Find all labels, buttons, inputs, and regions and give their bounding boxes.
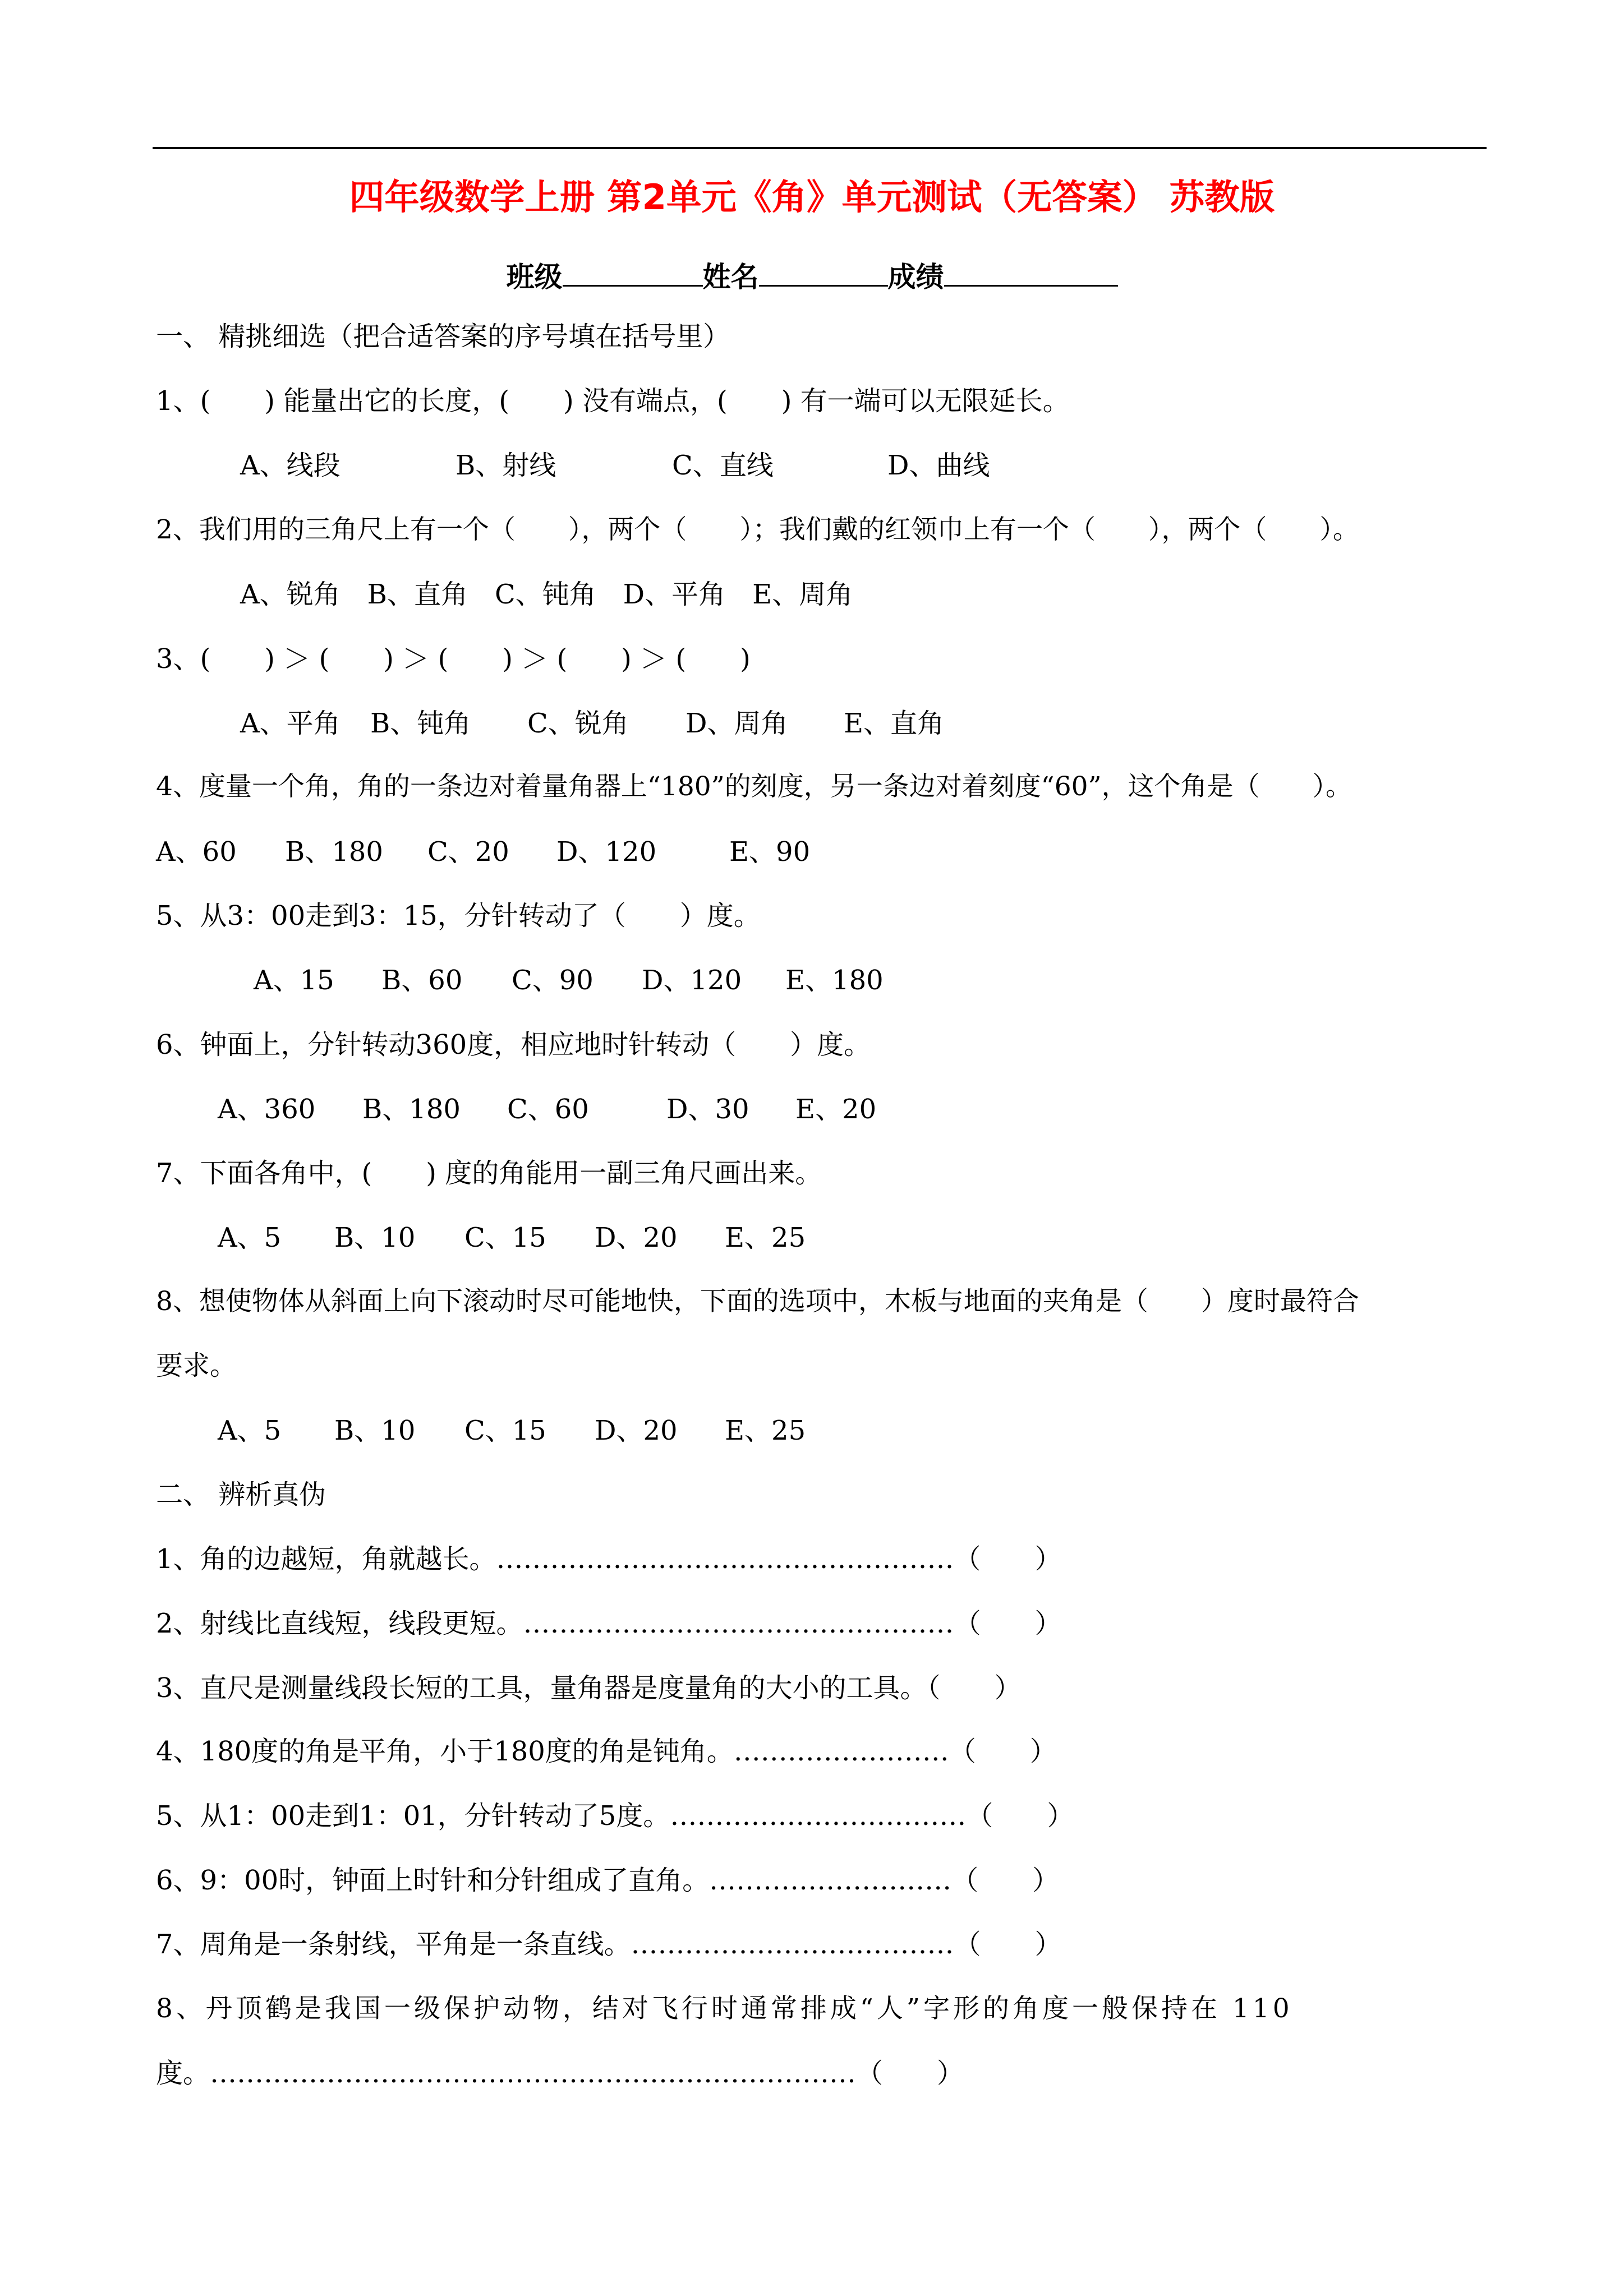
class-label: 班级 bbox=[506, 261, 563, 293]
q6-option-c: C、60 bbox=[507, 1094, 589, 1125]
q1-option-c: C、直线 bbox=[672, 450, 774, 481]
q4-option-c: C、20 bbox=[427, 836, 509, 868]
question-8-line2: 要求。 bbox=[156, 1350, 237, 1381]
q5-option-b: B、60 bbox=[381, 965, 463, 996]
q4-option-a: A、60 bbox=[156, 836, 237, 868]
judge-item-5: 5、从1：00走到1：01，分针转动了5度。……………………………（ ） bbox=[156, 1800, 1074, 1832]
q6-option-e: E、20 bbox=[795, 1094, 877, 1125]
question-3: 3、( ) ＞ ( ) ＞ ( ) ＞ ( ) ＞ ( ) bbox=[156, 643, 751, 675]
q1-option-b: B、射线 bbox=[456, 450, 556, 481]
q5-option-a: A、15 bbox=[254, 965, 334, 996]
q1-option-a: A、线段 bbox=[240, 450, 341, 481]
q5-option-d: D、120 bbox=[642, 965, 742, 996]
q8-option-d: D、20 bbox=[595, 1415, 678, 1446]
top-rule bbox=[153, 147, 1487, 149]
q4-option-b: B、180 bbox=[285, 836, 383, 868]
q3-option-e: E、直角 bbox=[844, 708, 945, 739]
q7-option-b: B、10 bbox=[334, 1222, 416, 1253]
judge-item-2: 2、射线比直线短，线段更短。…………………………………………（ ） bbox=[156, 1608, 1062, 1639]
judge-item-4: 4、180度的角是平角，小于180度的角是钝角。……………………（ ） bbox=[156, 1736, 1057, 1767]
section2-heading: 二、 辨析真伪 bbox=[156, 1479, 326, 1510]
q5-option-c: C、90 bbox=[512, 965, 594, 996]
q7-option-c: C、15 bbox=[464, 1222, 546, 1253]
q6-option-d: D、30 bbox=[666, 1094, 749, 1125]
judge-item-6: 6、9：00时，钟面上时针和分针组成了直角。………………………（ ） bbox=[156, 1865, 1060, 1896]
name-label: 姓名 bbox=[702, 261, 759, 293]
q8-option-c: C、15 bbox=[464, 1415, 546, 1446]
q6-option-a: A、360 bbox=[218, 1094, 316, 1125]
judge-item-8-line1: 8、丹顶鹤是我国一级保护动物，结对飞行时通常排成“人”字形的角度一般保持在 110 bbox=[156, 1993, 1293, 2024]
q7-option-e: E、25 bbox=[725, 1222, 806, 1253]
question-7: 7、下面各角中，( ) 度的角能用一副三角尺画出来。 bbox=[156, 1158, 822, 1189]
section1-heading: 一、 精挑细选（把合适答案的序号填在括号里） bbox=[156, 321, 730, 352]
student-info-line bbox=[0, 252, 1624, 299]
question-2: 2、我们用的三角尺上有一个（ ），两个（ ）；我们戴的红领巾上有一个（ ），两个（ ）。 bbox=[156, 514, 1359, 545]
q8-option-e: E、25 bbox=[725, 1415, 806, 1446]
question-8-line1: 8、想使物体从斜面上向下滚动时尽可能地快，下面的选项中，木板与地面的夹角是（ ）度时最符合 bbox=[156, 1286, 1359, 1317]
judge-item-3: 3、直尺是测量线段长短的工具，量角器是度量角的大小的工具。（ ） bbox=[156, 1672, 1022, 1704]
class-blank bbox=[563, 252, 703, 287]
q2-options: A、锐角 B、直角 C、钝角 D、平角 E、周角 bbox=[240, 579, 853, 610]
q8-option-b: B、10 bbox=[334, 1415, 416, 1446]
q6-option-b: B、180 bbox=[362, 1094, 461, 1125]
q1-option-d: D、曲线 bbox=[887, 450, 990, 481]
q8-option-a: A、5 bbox=[218, 1415, 282, 1446]
judge-item-1: 1、角的边越短，角就越长。……………………………………………（ ） bbox=[156, 1543, 1062, 1575]
q3-option-d: D、周角 bbox=[686, 708, 788, 739]
q4-option-d: D、120 bbox=[556, 836, 657, 868]
q3-option-a: A、平角 bbox=[240, 708, 341, 739]
question-4: 4、度量一个角，角的一条边对着量角器上“180”的刻度，另一条边对着刻度“60”，这个角是（ ）。 bbox=[156, 771, 1352, 802]
q3-option-b: B、钝角 bbox=[370, 708, 471, 739]
score-blank bbox=[944, 252, 1118, 287]
page-title: 四年级数学上册 第2单元《角》单元测试（无答案） 苏教版 bbox=[349, 177, 1275, 218]
q5-option-e: E、180 bbox=[785, 965, 884, 996]
q3-option-c: C、锐角 bbox=[527, 708, 629, 739]
question-6: 6、钟面上，分针转动360度，相应地时针转动（ ）度。 bbox=[156, 1029, 871, 1061]
name-blank bbox=[759, 252, 888, 287]
q7-option-d: D、20 bbox=[595, 1222, 678, 1253]
question-1: 1、( ) 能量出它的长度，( ) 没有端点，( ) 有一端可以无限延长。 bbox=[156, 385, 1070, 417]
score-label: 成绩 bbox=[887, 261, 944, 293]
q7-option-a: A、5 bbox=[218, 1222, 282, 1253]
q4-option-e: E、90 bbox=[729, 836, 811, 868]
judge-item-8-line2: 度。………………………………………………………………（ ） bbox=[156, 2058, 964, 2089]
question-5: 5、从3：00走到3：15，分针转动了（ ）度。 bbox=[156, 900, 761, 932]
judge-item-7: 7、周角是一条射线，平角是一条直线。………………………………（ ） bbox=[156, 1929, 1062, 1960]
